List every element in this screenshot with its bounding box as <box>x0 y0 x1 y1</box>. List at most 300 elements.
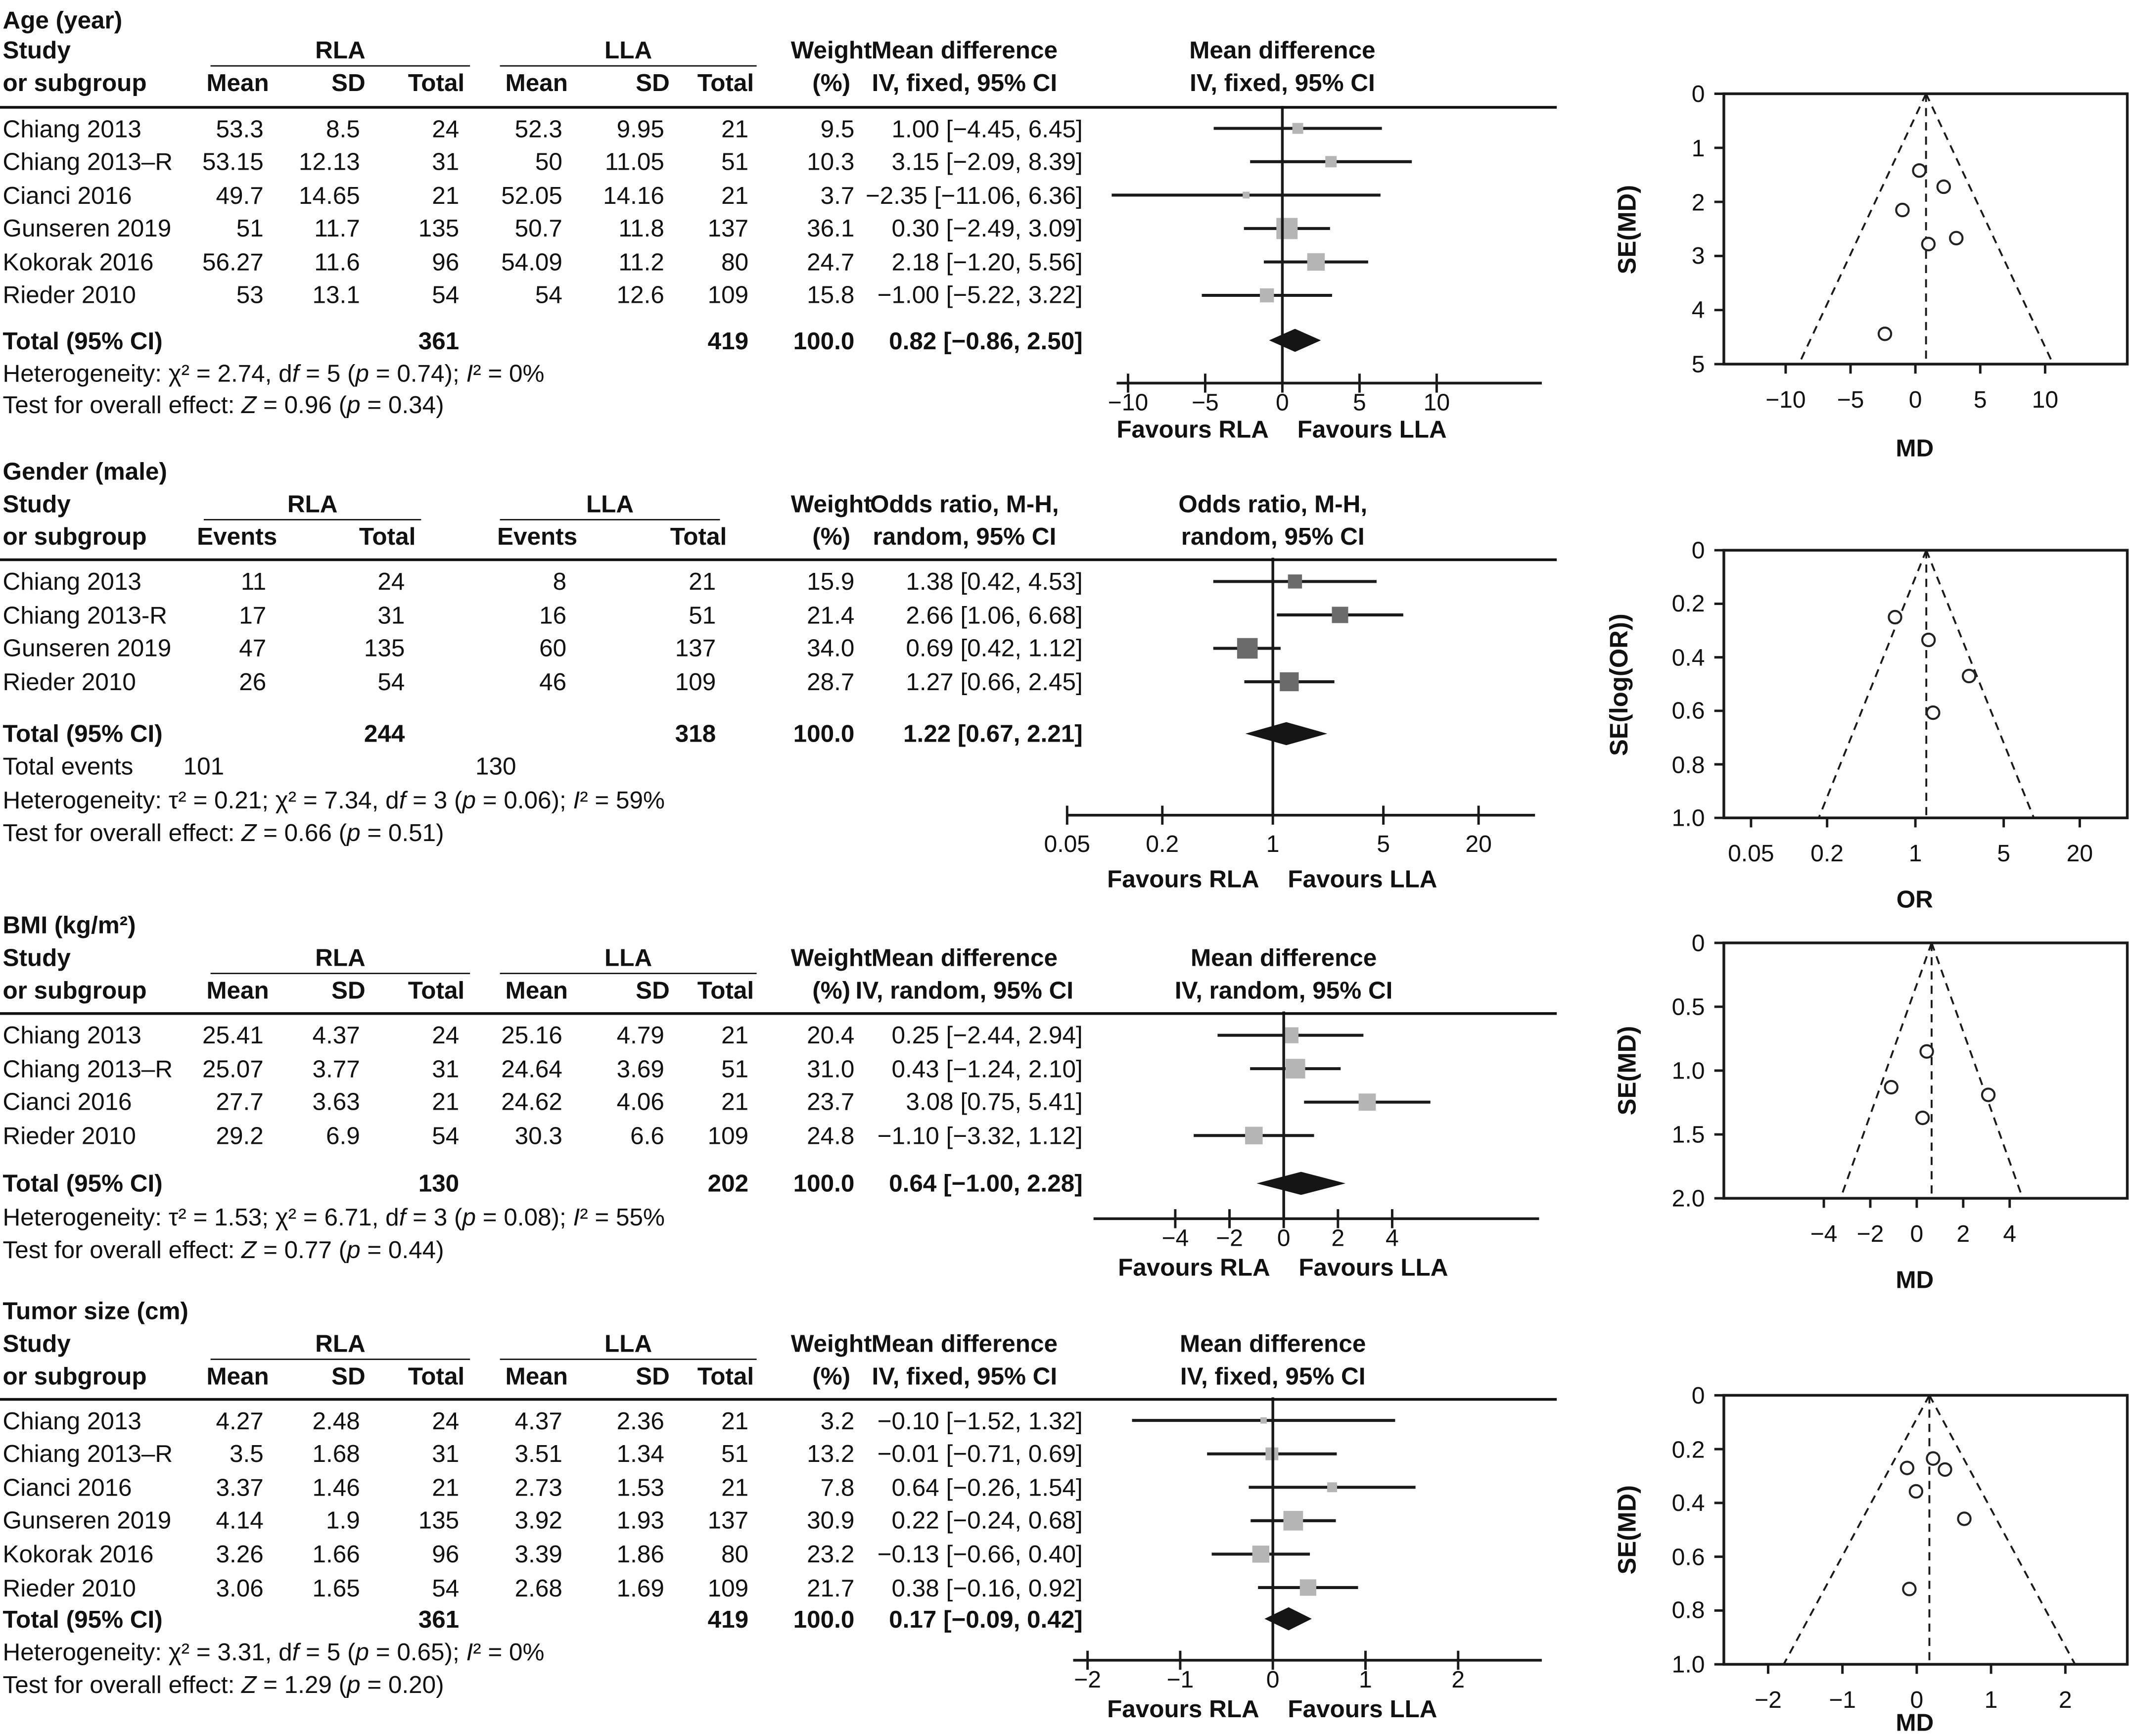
funnel-point <box>1950 232 1962 244</box>
total-n-lla: 318 <box>675 720 716 748</box>
column-header: Total <box>697 977 754 1004</box>
funnel-x-tick-label: 1 <box>1908 840 1922 867</box>
weight-value: 34.0 <box>807 634 855 662</box>
cell-value: 1.9 <box>326 1507 360 1535</box>
study-name: Chiang 2013 <box>2 1022 141 1049</box>
plot-header-effect-model: random, 95% CI <box>1181 523 1365 551</box>
funnel-point <box>1982 1088 1994 1101</box>
column-header-study: Study <box>2 37 71 64</box>
axis-tick-label: 0 <box>1277 1224 1291 1252</box>
funnel-limit-line-left <box>1799 94 1926 364</box>
total-n-rla: 130 <box>418 1170 460 1197</box>
funnel-point <box>1927 706 1939 719</box>
plot-header-effect: Odds ratio, M-H, <box>1178 490 1368 518</box>
funnel-x-tick-label: 20 <box>2066 840 2093 867</box>
funnel-x-tick-label: 5 <box>1997 840 2010 867</box>
funnel-point <box>1938 181 1950 193</box>
group-header-rla: RLA <box>315 37 366 64</box>
cell-value: 25.07 <box>202 1055 264 1082</box>
header-rule <box>0 558 1557 560</box>
study-name: Kokorak 2016 <box>2 1540 154 1568</box>
cell-value: 2.48 <box>312 1407 360 1434</box>
funnel-point <box>1901 1462 1913 1474</box>
axis-tick-label: −2 <box>1216 1224 1243 1252</box>
cell-value: 4.37 <box>312 1022 360 1049</box>
group-underline-lla <box>500 972 757 974</box>
column-header-effect: Odds ratio, M-H, <box>870 490 1059 518</box>
study-name: Kokorak 2016 <box>2 248 154 276</box>
axis-tick-label: 0.2 <box>1146 830 1179 857</box>
cell-value: 1.53 <box>616 1473 664 1501</box>
study-name: Cianci 2016 <box>2 1473 132 1501</box>
effect-estimate: −1.10 [−3.32, 1.12] <box>877 1122 1083 1149</box>
cell-value: 14.65 <box>299 181 360 209</box>
funnel-point <box>1916 1112 1929 1124</box>
total-weight: 100.0 <box>793 1170 855 1197</box>
funnel-y-tick-label: 0.4 <box>1671 1489 1705 1517</box>
funnel-point <box>1889 611 1901 623</box>
plot-header-effect: Mean difference <box>1189 37 1376 64</box>
funnel-limit-line-left <box>1841 943 1932 1198</box>
column-header: Mean <box>206 1362 269 1390</box>
column-header: Mean <box>206 977 269 1004</box>
cell-value: 30.3 <box>514 1122 562 1149</box>
effect-estimate: −0.13 [−0.66, 0.40] <box>877 1540 1083 1568</box>
forest-point-square <box>1300 1579 1316 1595</box>
weight-value: 36.1 <box>807 215 855 242</box>
funnel-point <box>1910 1485 1922 1498</box>
funnel-y-tick-label: 0 <box>1691 80 1705 107</box>
cell-value: 25.41 <box>202 1022 264 1049</box>
favours-right-label: Favours LLA <box>1288 865 1437 893</box>
column-header: SD <box>331 1362 366 1390</box>
study-name: Chiang 2013 <box>2 567 141 595</box>
funnel-frame <box>1724 1395 2128 1664</box>
group-header-rla: RLA <box>287 490 338 518</box>
funnel-point <box>1913 164 1925 177</box>
effect-estimate: 1.38 [0.42, 4.53] <box>906 567 1083 595</box>
cell-value: 31 <box>432 1440 460 1468</box>
study-name: Gunseren 2019 <box>2 634 172 662</box>
forest-point-square <box>1284 1511 1303 1531</box>
study-name: Chiang 2013–R <box>2 1055 173 1082</box>
funnel-x-tick-label: −2 <box>1856 1220 1884 1248</box>
funnel-y-tick-label: 0.8 <box>1671 751 1705 778</box>
forest-point-square <box>1307 253 1325 271</box>
forest-point-square <box>1288 574 1302 588</box>
forest-point-square <box>1260 1417 1267 1424</box>
cell-value: 26 <box>239 668 267 696</box>
cell-value: 4.14 <box>216 1507 264 1535</box>
total-row-label: Total (95% CI) <box>2 327 163 354</box>
cell-value: 4.37 <box>514 1407 562 1434</box>
funnel-y-tick-label: 2 <box>1691 188 1705 216</box>
cell-value: 54 <box>432 282 460 309</box>
effect-estimate: 1.00 [−4.45, 6.45] <box>891 115 1083 142</box>
cell-value: 50 <box>535 148 562 176</box>
group-underline-lla <box>500 1358 757 1360</box>
funnel-y-tick-label: 0 <box>1691 929 1705 957</box>
cell-value: 6.6 <box>630 1122 664 1149</box>
axis-tick-label: 2 <box>1331 1224 1345 1252</box>
cell-value: 1.86 <box>616 1540 664 1568</box>
overall-effect-test-text: Test for overall effect: Z = 0.66 (p = 0.51) <box>2 818 444 846</box>
effect-estimate: −2.35 [−11.06, 6.36] <box>865 181 1083 209</box>
cell-value: 137 <box>707 1507 749 1535</box>
cell-value: 21 <box>432 1473 460 1501</box>
cell-value: 27.7 <box>216 1088 264 1116</box>
axis-tick-label: 10 <box>1423 388 1450 416</box>
overall-effect-test-text: Test for overall effect: Z = 1.29 (p = 0.20) <box>2 1670 444 1698</box>
funnel-x-tick-label: 0.05 <box>1728 840 1774 867</box>
cell-value: 3.5 <box>230 1440 264 1468</box>
header-rule <box>0 1397 1557 1400</box>
column-header-effect-model: IV, fixed, 95% CI <box>872 69 1058 96</box>
cell-value: 1.66 <box>312 1540 360 1568</box>
column-header: Total <box>697 69 754 96</box>
column-header-study: Study <box>2 944 71 972</box>
axis-tick-label: −5 <box>1191 388 1219 416</box>
funnel-x-tick-label: 0 <box>1910 1220 1924 1248</box>
cell-value: 52.05 <box>501 181 562 209</box>
column-header: SD <box>636 977 670 1004</box>
cell-value: 109 <box>707 1122 749 1149</box>
cell-value: 21 <box>432 1088 460 1116</box>
favours-left-label: Favours RLA <box>1118 1254 1270 1281</box>
cell-value: 137 <box>675 634 716 662</box>
cell-value: 54 <box>432 1574 460 1601</box>
funnel-limit-line-right <box>1926 94 2053 364</box>
cell-value: 80 <box>721 248 749 276</box>
study-name: Gunseren 2019 <box>2 215 172 242</box>
cell-value: 109 <box>707 1574 749 1601</box>
funnel-y-tick-label: 1.0 <box>1671 804 1705 832</box>
effect-estimate: 2.18 [−1.20, 5.56] <box>891 248 1083 276</box>
cell-value: 1.69 <box>616 1574 664 1601</box>
effect-estimate: 0.25 [−2.44, 2.94] <box>891 1022 1083 1049</box>
overall-effect-test-text: Test for overall effect: Z = 0.77 (p = 0.44) <box>2 1235 444 1263</box>
total-effect-estimate: 0.82 [−0.86, 2.50] <box>889 327 1083 354</box>
weight-value: 21.7 <box>807 1574 855 1601</box>
axis-tick-label: 1 <box>1359 1665 1372 1693</box>
total-row-label: Total (95% CI) <box>2 720 163 748</box>
cell-value: 51 <box>689 601 716 629</box>
pooled-diamond <box>1246 722 1328 746</box>
column-header-weight: Weight <box>790 944 872 972</box>
effect-estimate: 0.64 [−0.26, 1.54] <box>891 1473 1083 1501</box>
funnel-point <box>1903 1583 1915 1595</box>
cell-value: 1.65 <box>312 1574 360 1601</box>
effect-estimate: −1.00 [−5.22, 3.22] <box>877 282 1083 309</box>
funnel-point <box>1963 670 1975 682</box>
axis-tick-label: −1 <box>1166 1665 1194 1693</box>
plot-header-effect: Mean difference <box>1190 944 1377 972</box>
favours-left-label: Favours RLA <box>1116 416 1269 443</box>
favours-right-label: Favours LLA <box>1297 416 1447 443</box>
weight-value: 30.9 <box>807 1507 855 1535</box>
weight-value: 3.2 <box>820 1407 855 1434</box>
favours-left-label: Favours RLA <box>1107 865 1259 893</box>
cell-value: 24 <box>432 1407 460 1434</box>
group-header-lla: LLA <box>604 1330 652 1358</box>
effect-estimate: 0.69 [0.42, 1.12] <box>906 634 1083 662</box>
funnel-y-tick-label: 0.4 <box>1671 644 1705 671</box>
group-underline-rla <box>211 972 470 974</box>
group-underline-lla <box>500 64 757 66</box>
cell-value: 53.3 <box>216 115 264 142</box>
funnel-x-tick-label: −1 <box>1829 1686 1856 1713</box>
cell-value: 14.16 <box>603 181 664 209</box>
total-effect-estimate: 1.22 [0.67, 2.21] <box>903 720 1083 748</box>
column-header: Total <box>408 977 465 1004</box>
column-header-effect-model: IV, fixed, 95% CI <box>872 1362 1058 1390</box>
effect-estimate: 0.43 [−1.24, 2.10] <box>891 1055 1083 1082</box>
effect-estimate: 0.22 [−0.24, 0.68] <box>891 1507 1083 1535</box>
funnel-y-axis-label: SE(MD) <box>1612 184 1641 274</box>
forest-point-square <box>1280 672 1298 691</box>
cell-value: 11.8 <box>618 215 664 242</box>
column-header: Total <box>408 69 465 96</box>
cell-value: 4.06 <box>616 1088 664 1116</box>
column-header: Total <box>408 1362 465 1390</box>
cell-value: 3.77 <box>312 1055 360 1082</box>
cell-value: 51 <box>236 215 264 242</box>
cell-value: 11.2 <box>618 248 664 276</box>
header-rule <box>0 106 1557 108</box>
cell-value: 50.7 <box>514 215 562 242</box>
total-weight: 100.0 <box>793 720 855 748</box>
column-header-weight: Weight <box>790 490 872 518</box>
funnel-limit-line-right <box>1929 1395 2075 1664</box>
group-underline-rla <box>204 518 421 520</box>
plot-header-effect-model: IV, random, 95% CI <box>1174 977 1393 1004</box>
column-header-weight: Weight <box>790 1330 872 1358</box>
cell-value: 56.27 <box>202 248 264 276</box>
section-title: Tumor size (cm) <box>2 1297 188 1325</box>
forest-point-square <box>1260 288 1274 302</box>
cell-value: 96 <box>432 248 460 276</box>
funnel-x-tick-label: 2 <box>1956 1220 1970 1248</box>
funnel-y-tick-label: 0.5 <box>1671 993 1705 1021</box>
axis-tick-label: 2 <box>1451 1665 1465 1693</box>
cell-value: 3.51 <box>514 1440 562 1468</box>
funnel-y-tick-label: 0.2 <box>1671 1435 1705 1463</box>
cell-value: 21 <box>721 181 749 209</box>
cell-value: 3.26 <box>216 1540 264 1568</box>
funnel-limit-line-left <box>1819 550 1926 818</box>
total-n-lla: 419 <box>707 327 749 354</box>
effect-estimate: −0.01 [−0.71, 0.69] <box>877 1440 1083 1468</box>
cell-value: 51 <box>721 1055 749 1082</box>
funnel-y-tick-label: 0.6 <box>1671 1543 1705 1571</box>
weight-value: 31.0 <box>807 1055 855 1082</box>
funnel-y-tick-label: 4 <box>1691 296 1705 324</box>
cell-value: 53.15 <box>202 148 264 176</box>
column-header: Events <box>197 523 278 551</box>
column-header-subgroup: or subgroup <box>2 1362 147 1390</box>
cell-value: 21 <box>721 1473 749 1501</box>
section-title: Gender (male) <box>2 458 167 485</box>
column-header: Events <box>497 523 578 551</box>
weight-value: 21.4 <box>807 601 855 629</box>
column-header-weight-unit: (%) <box>812 1362 851 1390</box>
cell-value: 51 <box>721 1440 749 1468</box>
total-n-lla: 202 <box>707 1170 749 1197</box>
weight-value: 7.8 <box>820 1473 855 1501</box>
plot-header-effect-model: IV, fixed, 95% CI <box>1190 69 1375 96</box>
cell-value: 54.09 <box>501 248 562 276</box>
effect-estimate: 3.15 [−2.09, 8.39] <box>891 148 1083 176</box>
pooled-diamond <box>1256 1172 1345 1195</box>
weight-value: 10.3 <box>807 148 855 176</box>
favours-left-label: Favours RLA <box>1107 1695 1259 1723</box>
column-header-study: Study <box>2 1330 71 1358</box>
axis-tick-label: 0.05 <box>1044 830 1091 857</box>
effect-estimate: 1.27 [0.66, 2.45] <box>906 668 1083 696</box>
forest-point-square <box>1243 191 1250 198</box>
effect-estimate: 0.38 [−0.16, 0.92] <box>891 1574 1083 1601</box>
funnel-y-tick-label: 0.2 <box>1671 590 1705 617</box>
axis-tick-label: −10 <box>1108 388 1149 416</box>
total-events-label: Total events <box>2 752 134 780</box>
funnel-x-tick-label: 0 <box>1910 1686 1924 1713</box>
total-events-lla: 130 <box>475 752 516 780</box>
cell-value: 21 <box>721 115 749 142</box>
forest-point-square <box>1327 1482 1337 1492</box>
forest-point-square <box>1252 1546 1269 1562</box>
cell-value: 3.06 <box>216 1574 264 1601</box>
funnel-y-tick-label: 1.0 <box>1671 1650 1705 1678</box>
overall-effect-test-text: Test for overall effect: Z = 0.96 (p = 0.34) <box>2 391 444 419</box>
column-header: Mean <box>505 69 568 96</box>
funnel-x-tick-label: −5 <box>1837 385 1864 413</box>
funnel-point <box>1885 1081 1898 1093</box>
axis-tick-label: 20 <box>1465 830 1492 857</box>
cell-value: 21 <box>432 181 460 209</box>
funnel-point <box>1922 634 1935 646</box>
axis-tick-label: 0 <box>1266 1665 1280 1693</box>
study-name: Rieder 2010 <box>2 1574 136 1601</box>
cell-value: 1.46 <box>312 1473 360 1501</box>
cell-value: 9.95 <box>616 115 664 142</box>
cell-value: 24.64 <box>501 1055 562 1082</box>
funnel-x-tick-label: 0 <box>1908 385 1922 413</box>
column-header: SD <box>331 69 366 96</box>
forest-point-square <box>1245 1126 1263 1144</box>
forest-point-square <box>1293 123 1303 134</box>
funnel-y-tick-label: 1.0 <box>1671 1057 1705 1084</box>
heterogeneity-text: Heterogeneity: τ² = 1.53; χ² = 6.71, df = 3 (p = 0.08); I² = 55% <box>2 1203 665 1230</box>
funnel-y-axis-label: SE(MD) <box>1612 1026 1641 1116</box>
total-weight: 100.0 <box>793 327 855 354</box>
cell-value: 137 <box>707 215 749 242</box>
study-name: Cianci 2016 <box>2 181 132 209</box>
axis-tick-label: 5 <box>1353 388 1366 416</box>
cell-value: 52.3 <box>514 115 562 142</box>
total-row-label: Total (95% CI) <box>2 1605 163 1633</box>
cell-value: 29.2 <box>216 1122 264 1149</box>
weight-value: 13.2 <box>807 1440 855 1468</box>
plot-header-effect: Mean difference <box>1179 1330 1366 1358</box>
column-header: Total <box>359 523 416 551</box>
cell-value: 31 <box>432 1055 460 1082</box>
weight-value: 23.2 <box>807 1540 855 1568</box>
cell-value: 11.7 <box>314 215 360 242</box>
column-header-effect-model: IV, random, 95% CI <box>855 977 1074 1004</box>
forest-point-square <box>1332 607 1348 623</box>
column-header: SD <box>636 69 670 96</box>
weight-value: 24.7 <box>807 248 855 276</box>
funnel-x-tick-label: 10 <box>2032 385 2059 413</box>
total-n-rla: 244 <box>364 720 405 748</box>
cell-value: 25.16 <box>501 1022 562 1049</box>
funnel-limit-line-left <box>1784 1395 1929 1664</box>
study-name: Chiang 2013 <box>2 1407 141 1434</box>
cell-value: 17 <box>239 601 267 629</box>
cell-value: 31 <box>377 601 405 629</box>
funnel-y-tick-label: 0.8 <box>1671 1596 1705 1624</box>
funnel-y-tick-label: 0 <box>1691 1381 1705 1409</box>
weight-value: 20.4 <box>807 1022 855 1049</box>
column-header: SD <box>331 977 366 1004</box>
study-name: Rieder 2010 <box>2 282 136 309</box>
cell-value: 109 <box>707 282 749 309</box>
group-header-lla: LLA <box>586 490 634 518</box>
cell-value: 51 <box>721 148 749 176</box>
cell-value: 109 <box>675 668 716 696</box>
effect-estimate: 0.30 [−2.49, 3.09] <box>891 215 1083 242</box>
cell-value: 2.73 <box>514 1473 562 1501</box>
cell-value: 8.5 <box>326 115 360 142</box>
column-header-subgroup: or subgroup <box>2 977 147 1004</box>
study-name: Gunseren 2019 <box>2 1507 172 1535</box>
column-header-effect: Mean difference <box>871 37 1058 64</box>
favours-right-label: Favours LLA <box>1298 1254 1448 1281</box>
axis-tick-label: 1 <box>1266 830 1280 857</box>
effect-estimate: −0.10 [−1.52, 1.32] <box>877 1407 1083 1434</box>
axis-tick-label: 5 <box>1377 830 1390 857</box>
funnel-point <box>1896 204 1908 216</box>
cell-value: 24.62 <box>501 1088 562 1116</box>
cell-value: 3.69 <box>616 1055 664 1082</box>
column-header: Total <box>670 523 727 551</box>
column-header: Mean <box>505 977 568 1004</box>
total-events-rla: 101 <box>183 752 225 780</box>
axis-tick-label: 4 <box>1385 1224 1399 1252</box>
plot-header-effect-model: IV, fixed, 95% CI <box>1180 1362 1366 1390</box>
cell-value: 54 <box>432 1122 460 1149</box>
total-effect-estimate: 0.64 [−1.00, 2.28] <box>889 1170 1083 1197</box>
weight-value: 23.7 <box>807 1088 855 1116</box>
cell-value: 60 <box>539 634 567 662</box>
axis-tick-label: 0 <box>1276 388 1289 416</box>
funnel-point <box>1920 1045 1933 1058</box>
total-n-rla: 361 <box>418 327 460 354</box>
funnel-y-tick-label: 1.5 <box>1671 1121 1705 1148</box>
group-header-lla: LLA <box>604 944 652 972</box>
heterogeneity-text: Heterogeneity: τ² = 0.21; χ² = 7.34, df = 3 (p = 0.06); I² = 59% <box>2 786 665 813</box>
cell-value: 1.34 <box>616 1440 664 1468</box>
study-name: Chiang 2013-R <box>2 601 167 629</box>
funnel-x-axis-label: MD <box>1896 1266 1934 1294</box>
column-header-effect: Mean difference <box>871 1330 1058 1358</box>
column-header-weight-unit: (%) <box>812 69 851 96</box>
cell-value: 49.7 <box>216 181 264 209</box>
funnel-point <box>1939 1463 1951 1476</box>
funnel-x-tick-label: 1 <box>1984 1686 1998 1713</box>
cell-value: 24 <box>377 567 405 595</box>
cell-value: 21 <box>721 1407 749 1434</box>
